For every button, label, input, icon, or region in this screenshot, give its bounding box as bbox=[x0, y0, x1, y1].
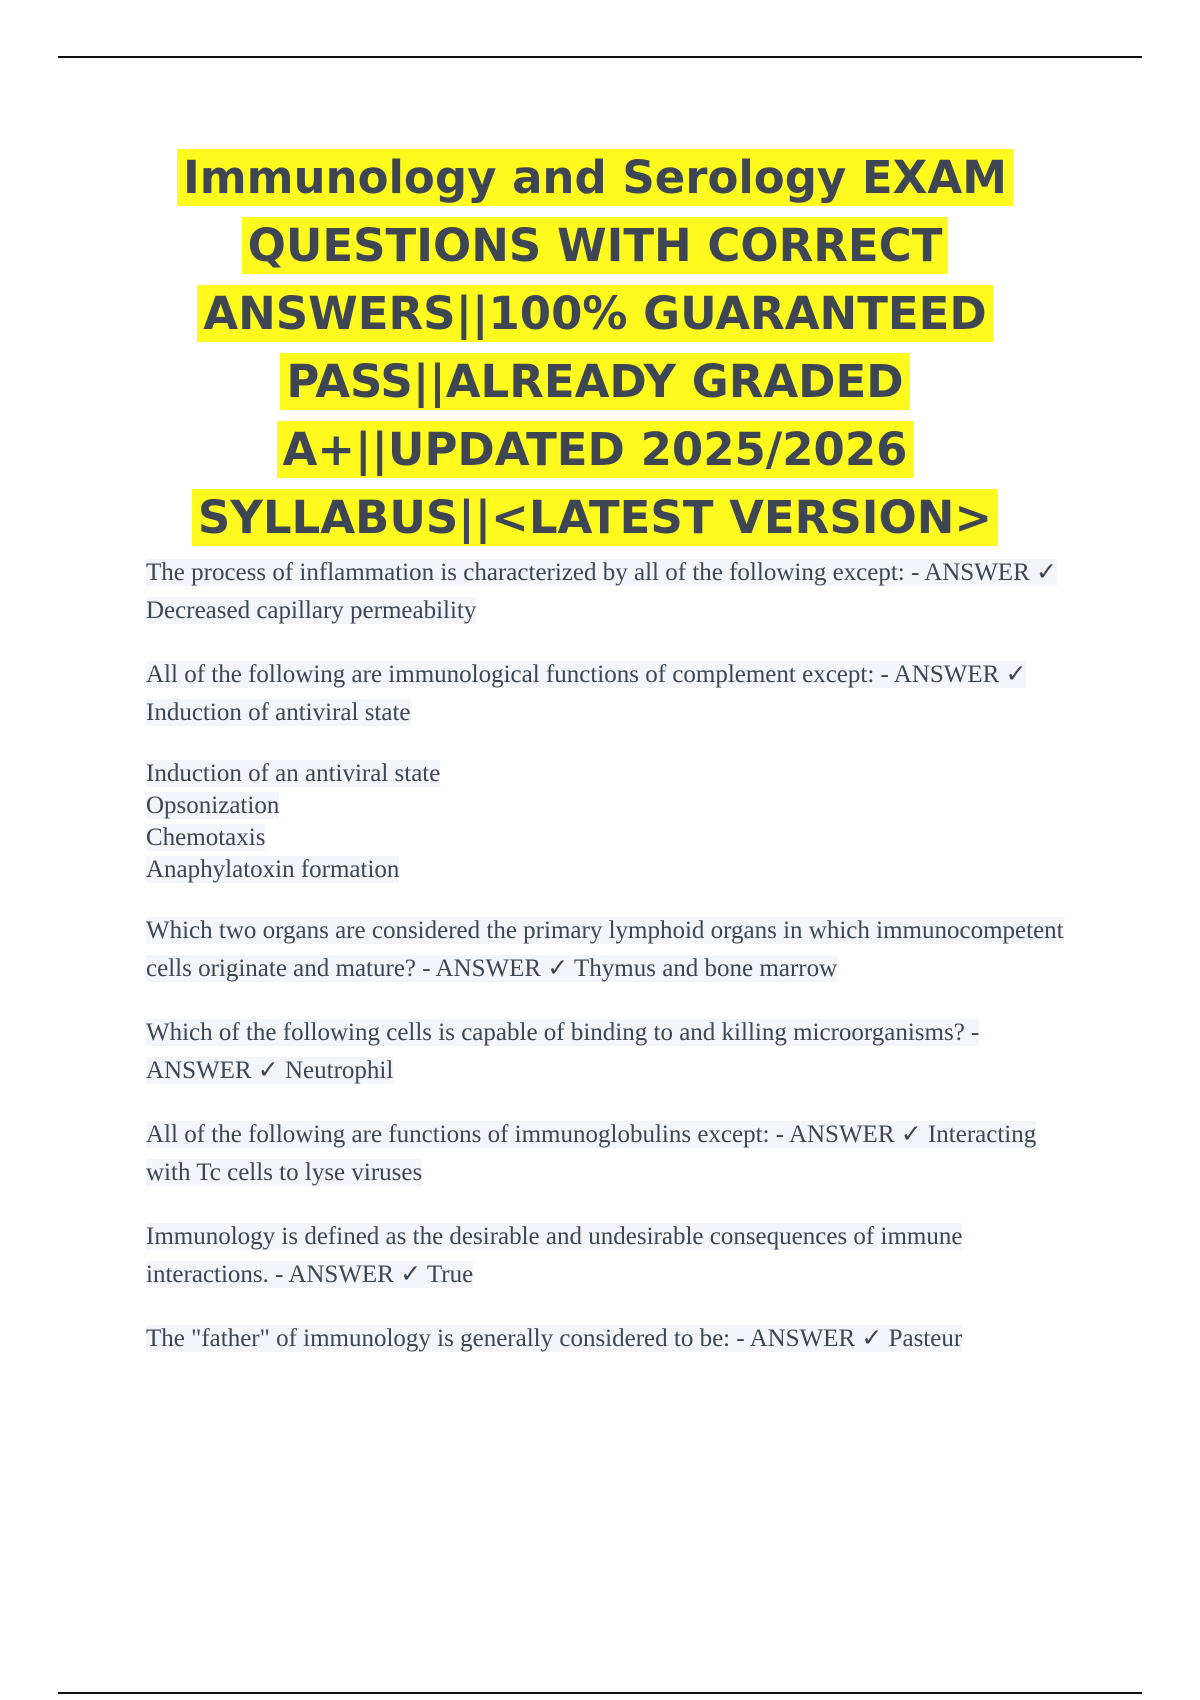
qa-item-3 bbox=[146, 912, 1081, 988]
document-body bbox=[146, 554, 1081, 1384]
document-title-block bbox=[150, 144, 1040, 552]
header-rule bbox=[58, 56, 1142, 58]
qa-text: Immunology is defined as the desirable and undesirable consequences of immune interactions. - ANSWER ✓ True bbox=[146, 1223, 963, 1288]
qa-text: All of the following are immunological functions of complement except: - ANSWER ✓ Induction of antiviral state bbox=[146, 661, 1027, 726]
qa-text: Which two organs are considered the primary lymphoid organs in which immunocompetent cells originate and mature? - ANSWER ✓ Thymus and bone marrow bbox=[146, 917, 1064, 982]
list-item: Anaphylatoxin formation bbox=[146, 856, 400, 883]
qa-item-6 bbox=[146, 1218, 1081, 1294]
document-title bbox=[150, 144, 1040, 552]
qa-text: The process of inflammation is characterized by all of the following except: - ANSWER ✓ Decreased capillary permeability bbox=[146, 559, 1057, 624]
title-highlight: Immunology and Serology EXAM QUESTIONS WITH CORRECT ANSWERS||100% GUARANTEED PASS||ALREADY GRADED A+||UPDATED 2025/2026 SYLLABUS||<LATEST VERSION> bbox=[177, 149, 1013, 546]
footer-rule bbox=[58, 1692, 1142, 1694]
qa-item-7 bbox=[146, 1320, 1081, 1358]
list-item: Chemotaxis bbox=[146, 824, 266, 851]
qa-text: All of the following are functions of immunoglobulins except: - ANSWER ✓ Interacting with Tc cells to lyse viruses bbox=[146, 1121, 1037, 1186]
qa-item-5 bbox=[146, 1116, 1081, 1192]
qa-text: Which of the following cells is capable of binding to and killing microorganisms? - ANSWER ✓ Neutrophil bbox=[146, 1019, 980, 1084]
list-item: Induction of an antiviral state bbox=[146, 760, 441, 787]
qa-item-2 bbox=[146, 656, 1081, 732]
qa-item-4 bbox=[146, 1014, 1081, 1090]
options-list bbox=[146, 758, 1081, 886]
list-item: Opsonization bbox=[146, 792, 280, 819]
qa-text: The "father" of immunology is generally considered to be: - ANSWER ✓ Pasteur bbox=[146, 1325, 963, 1352]
qa-item-1 bbox=[146, 554, 1081, 630]
